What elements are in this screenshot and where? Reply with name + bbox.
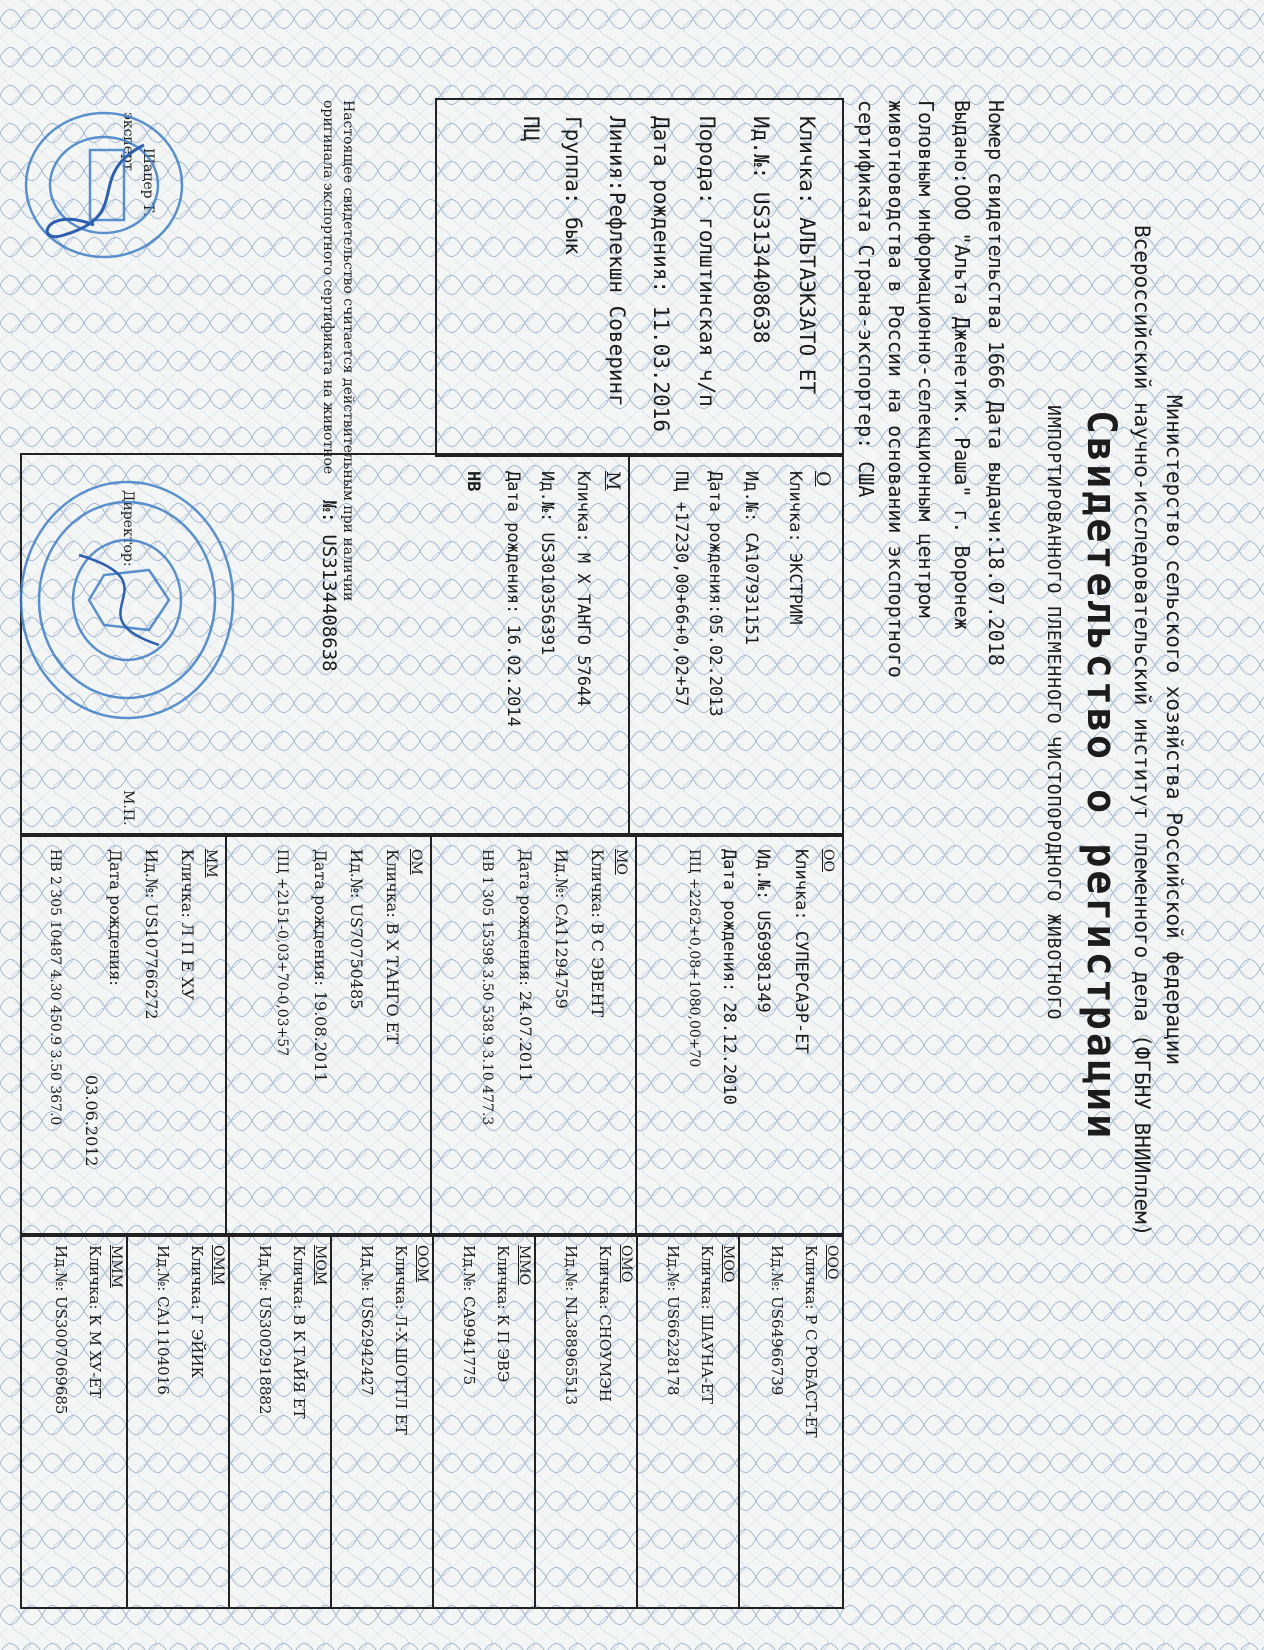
director-label: Директор: bbox=[120, 490, 136, 567]
ggp-4-name: Кличка: К П ЭВЭ bbox=[494, 1245, 512, 1383]
gp-mm-birth: Дата рождения: bbox=[106, 849, 125, 986]
gp-mm-extra: НВ 2 305 10487 4.30 450.9 3.50 367.0 bbox=[47, 849, 63, 1126]
ggp-3-tag: ОМО bbox=[618, 1245, 634, 1283]
ministry-line: Министерство сельского хозяйства Российской федерации bbox=[1162, 395, 1186, 1066]
ggp-cell-6 bbox=[228, 1235, 332, 1607]
great-grandparents-box bbox=[20, 1233, 844, 1609]
gp-oo-tag: ОО bbox=[820, 849, 836, 872]
certificate-number-line: Номер свидетельства 1666 Дата выдачи:18.07.2018 bbox=[984, 100, 1008, 666]
sire-id: Ид.№: CA107931151 bbox=[741, 471, 761, 645]
ggp-cell-8 bbox=[22, 1235, 128, 1607]
ggp-1-name: Кличка: Р С РОБАСТ-ЕТ bbox=[802, 1245, 820, 1438]
validity-number: №: US3134408638 bbox=[318, 500, 340, 672]
gp-mo-name: Кличка: В С ЭВЕНТ bbox=[588, 849, 607, 1018]
gp-oo-name: Кличка: СУПЕРСАЭР-ЕТ bbox=[791, 849, 811, 1054]
basis-line-2: животноводства в России на основании экспортного bbox=[884, 100, 908, 678]
animal-name: Кличка: АЛЬТАЭКЗАТО ЕТ bbox=[795, 116, 819, 395]
animal-line: Линия:Рефлекшн Соверинг bbox=[605, 116, 629, 407]
gp-oo-birth: Дата рождения: 28.12.2010 bbox=[719, 849, 739, 1105]
gp-om-birth: Дата рождения: 19.08.2011 bbox=[311, 849, 330, 1083]
validity-line-2: оригинала экспортного сертификата на животное bbox=[320, 100, 336, 475]
expert-stamp bbox=[24, 105, 194, 265]
validity-line-1: Настоящее свидетельство считается действительным при наличии bbox=[340, 100, 356, 602]
sire-birth: Дата рождения:05.02.2013 bbox=[705, 471, 725, 717]
animal-group: Группа: бык bbox=[561, 116, 585, 256]
ggp-1-tag: ООО bbox=[824, 1245, 840, 1280]
gp-mo-tag: МО bbox=[613, 849, 629, 875]
grandparent-cell-om bbox=[225, 835, 432, 1235]
ggp-7-name: Кличка: Г ЭЙИК bbox=[188, 1245, 206, 1379]
ggp-cell-2 bbox=[636, 1235, 740, 1607]
ggp-4-tag: ММО bbox=[516, 1245, 532, 1286]
gp-mm-name: Кличка: Л П Е ХУ bbox=[178, 849, 197, 1000]
director-stamp bbox=[14, 475, 239, 725]
ggp-cell-1 bbox=[740, 1235, 842, 1607]
ggp-4-id: Ид.№: CA9941775 bbox=[460, 1245, 478, 1386]
ggp-3-id: Ид.№: NL388965513 bbox=[562, 1245, 580, 1406]
gp-mo-extra: НВ 1 305 15398 3.50 538.9 3.10 477.3 bbox=[479, 849, 495, 1126]
ggp-2-id: Ид.№: US66228178 bbox=[664, 1245, 682, 1396]
ggp-7-id: Ид.№: CA11104016 bbox=[154, 1245, 172, 1395]
grandparent-cell-mo bbox=[430, 835, 637, 1235]
expert-label: эксперт bbox=[120, 112, 136, 171]
dam-name: Кличка: М Х ТАНГО 57644 bbox=[573, 471, 593, 707]
gp-mo-birth: Дата рождения: 24.07.2011 bbox=[516, 849, 535, 1083]
grandparents-box bbox=[20, 833, 844, 1237]
certificate-title: Свидетельство о регистрации bbox=[1078, 410, 1124, 1142]
dam-cell bbox=[425, 455, 630, 835]
ggp-8-name: Кличка: К М ХУ-ЕТ bbox=[86, 1245, 104, 1399]
sire-name: Кличка: ЭКСТРИМ bbox=[785, 471, 805, 625]
gp-mm-id: Ид.№: US107766272 bbox=[142, 849, 161, 1020]
dam-tag: М bbox=[602, 471, 624, 491]
animal-id: Ид.№: US3134408638 bbox=[749, 116, 773, 344]
mp-label: М.П. bbox=[120, 790, 136, 826]
grandparent-cell-mm bbox=[20, 835, 227, 1235]
signature-mark bbox=[47, 145, 144, 237]
gp-mm-birth-value: 03.06.2012 bbox=[82, 1075, 101, 1167]
ggp-8-id: Ид.№: US3007069685 bbox=[52, 1245, 70, 1415]
ggp-cell-7 bbox=[126, 1235, 230, 1607]
ggp-6-tag: МОМ bbox=[312, 1245, 328, 1286]
sire-pc: ПЦ +17230,00+66+0,02+57 bbox=[671, 471, 691, 707]
dam-hb: НВ bbox=[463, 471, 483, 492]
ggp-cell-4 bbox=[432, 1235, 536, 1607]
expert-name: Шацер Т. bbox=[140, 148, 156, 217]
animal-breed: Порода: голштинская ч/п bbox=[695, 116, 719, 407]
animal-pc: ПЦ bbox=[519, 116, 543, 142]
ggp-7-tag: ОММ bbox=[210, 1245, 226, 1286]
basis-line-1: Головным информационно-селекционным центром bbox=[914, 100, 938, 618]
dam-birth: Дата рождения: 16.02.2014 bbox=[503, 471, 523, 727]
gp-om-name: Кличка: В Х ТАНГО ЕТ bbox=[383, 849, 402, 1045]
sire-tag: О bbox=[812, 471, 834, 487]
animal-birth: Дата рождения: 11.03.2016 bbox=[649, 116, 673, 433]
ggp-2-tag: МОО bbox=[720, 1245, 736, 1283]
ggp-5-id: Ид.№: US62942427 bbox=[358, 1245, 376, 1396]
gp-mo-id: Ид.№: CA11294759 bbox=[552, 849, 571, 1009]
issued-to-line: Выдано:ООО "Альта Дженетик. Раша" г. Воронеж bbox=[950, 100, 974, 630]
director-signature bbox=[79, 555, 159, 645]
gp-oo-id: Ид.№: US69981349 bbox=[753, 849, 773, 1013]
institute-line: Всероссийский научно-исследовательский институт племенного дела (ФГБНУ ВНИИплем) bbox=[1130, 225, 1154, 1237]
gp-om-id: Ид.№: US70750485 bbox=[347, 849, 366, 1010]
ggp-cell-5 bbox=[330, 1235, 434, 1607]
animal-box bbox=[435, 98, 844, 457]
gp-om-tag: ОМ bbox=[408, 849, 424, 875]
ggp-3-name: Кличка: СНОУМЭН bbox=[596, 1245, 614, 1402]
grandparent-cell-oo bbox=[637, 835, 842, 1235]
ggp-5-tag: ООМ bbox=[414, 1245, 430, 1283]
gp-om-extra: ПЦ +2151-0,03+70-0,03+57 bbox=[274, 849, 290, 1057]
gp-oo-extra: ПЦ +2262+0,08+1080,00+70 bbox=[686, 849, 702, 1068]
ggp-2-name: Кличка: ШАУНА-ЕТ bbox=[698, 1245, 716, 1404]
certificate-subtitle: ИМПОРТИРОВАННОГО ПЛЕМЕННОГО ЧИСТОПОРОДНОГО ЖИВОТНОГО bbox=[1043, 405, 1064, 1021]
basis-line-3: сертификата Страна-экспортер: США bbox=[854, 100, 878, 498]
ggp-1-id: Ид.№: US64966739 bbox=[768, 1245, 786, 1396]
ggp-6-name: Кличка: В К ТАЙЯ ЕТ bbox=[290, 1245, 308, 1419]
dam-id: Ид.№: US3010356391 bbox=[537, 471, 557, 656]
ggp-6-id: Ид.№: US3002918882 bbox=[256, 1245, 274, 1415]
ggp-8-tag: МММ bbox=[108, 1245, 124, 1289]
ggp-cell-3 bbox=[534, 1235, 638, 1607]
ggp-5-name: Кличка: Л-Х ШОТТЛ ЕТ bbox=[392, 1245, 410, 1435]
gp-mm-tag: ММ bbox=[203, 849, 219, 878]
